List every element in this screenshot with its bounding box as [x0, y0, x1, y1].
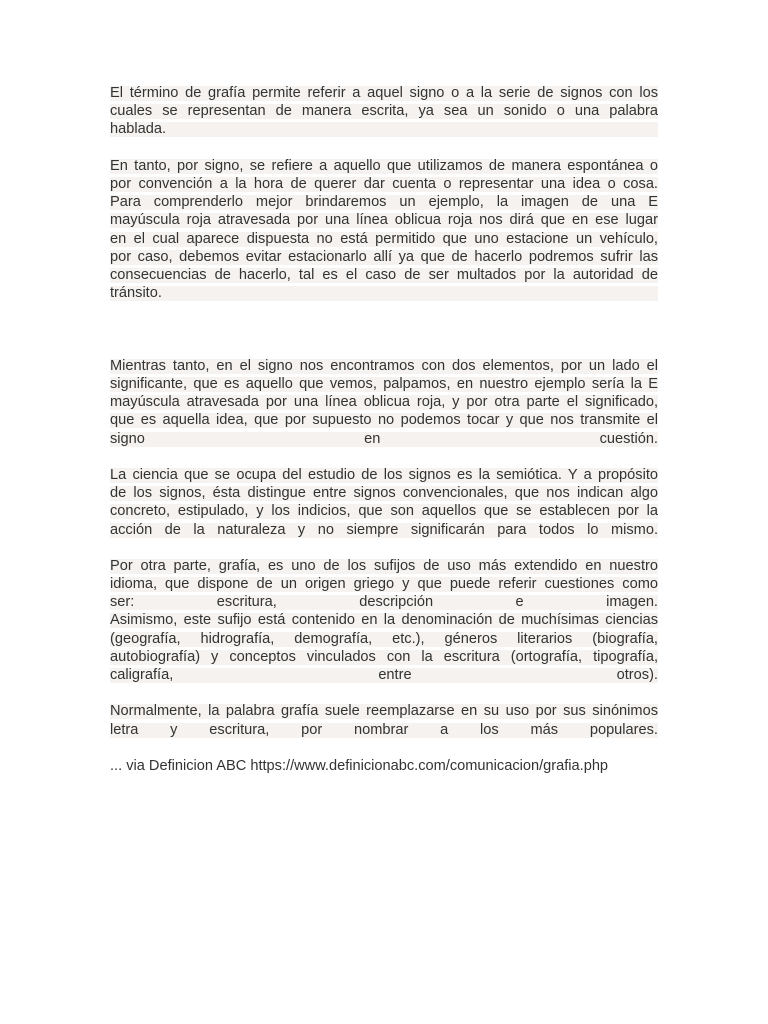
text-line: en el cual aparece dispuesta no está permitido que uno estacione un vehículo,	[110, 230, 658, 247]
text-line: por convención a la hora de querer dar cuenta o representar una idea o cosa.	[110, 175, 658, 192]
text-line: caligrafía, entre otros).	[110, 667, 658, 684]
text-line: En tanto, por signo, se refiere a aquello que utilizamos de manera espontánea o	[110, 157, 658, 174]
text-line: El término de grafía permite referir a aquel signo o a la serie de signos con los	[110, 85, 658, 101]
text-line: Para comprenderlo mejor brindaremos un ejemplo, la imagen de una E	[110, 194, 658, 211]
text-line: Mientras tanto, en el signo nos encontramos con dos elementos, por un lado el	[110, 357, 658, 374]
text-line: de los signos, ésta distingue entre signos convencionales, que nos indican algo	[110, 485, 658, 502]
paragraph-sufijo	[110, 557, 658, 684]
text-line: hablada.	[110, 120, 658, 138]
paragraph-spacer	[110, 684, 658, 702]
text-line: autobiografía) y conceptos vinculados con la escritura (ortografía, tipografía,	[110, 648, 658, 665]
paragraph-source	[110, 757, 658, 775]
paragraph-spacer	[110, 739, 658, 757]
text-line: acción de la naturaleza y no siempre significarán para todos lo mismo.	[110, 521, 658, 538]
text-line: idioma, que dispone de un origen griego y que puede referir cuestiones como	[110, 576, 658, 593]
source-attribution: ... via Definicion ABC https://www.definicionabc.com/comunicacion/grafia.php	[110, 757, 609, 774]
text-line: Normalmente, la palabra grafía suele reemplazarse en su uso por sus sinónimos	[110, 703, 658, 720]
text-line: que es aquella idea, que por supuesto no podemos tocar y que nos transmite el	[110, 412, 658, 429]
paragraph-signo-elementos	[110, 357, 658, 448]
paragraph-spacer	[110, 448, 658, 466]
text-line: letra y escritura, por nombrar a los más populares.	[110, 721, 658, 738]
text-line: mayúscula roja atravesada por una línea oblicua roja nos dirá que en ese lugar	[110, 212, 658, 229]
text-line: (geografía, hidrografía, demografía, etc.), géneros literarios (biografía,	[110, 630, 658, 647]
text-line: consecuencias de hacerlo, tal es el caso de ser multados por la autoridad de	[110, 266, 658, 283]
text-line: mayúscula atravesada por una línea oblicua roja, y por otra parte el significado,	[110, 394, 658, 411]
paragraph-signo	[110, 157, 658, 303]
text-line: ser: escritura, descripción e imagen.	[110, 594, 658, 611]
text-line: por caso, debemos evitar estacionarlo allí ya que de hacerlo podremos sufrir las	[110, 248, 658, 265]
text-line: concreto, estipulado, y los indicios, que son aquellos que se establecen por la	[110, 503, 658, 520]
paragraph-grafia-definition	[110, 84, 658, 139]
text-line: tránsito.	[110, 284, 658, 302]
paragraph-spacer	[110, 539, 658, 557]
document-body	[110, 84, 658, 775]
paragraph-spacer-large	[110, 302, 658, 357]
paragraph-spacer	[110, 139, 658, 157]
text-line: signo en cuestión.	[110, 430, 658, 447]
text-line: significante, que es aquello que vemos, palpamos, en nuestro ejemplo sería la E	[110, 376, 658, 393]
paragraph-semiotica	[110, 466, 658, 539]
paragraph-sinonimos	[110, 702, 658, 738]
text-line: La ciencia que se ocupa del estudio de los signos es la semiótica. Y a propósito	[110, 466, 658, 483]
text-line: Por otra parte, grafía, es uno de los sufijos de uso más extendido en nuestro	[110, 557, 658, 574]
text-line: Asimismo, este sufijo está contenido en la denominación de muchísimas ciencias	[110, 612, 658, 629]
text-line: cuales se representan de manera escrita, ya sea un sonido o una palabra	[110, 103, 658, 120]
